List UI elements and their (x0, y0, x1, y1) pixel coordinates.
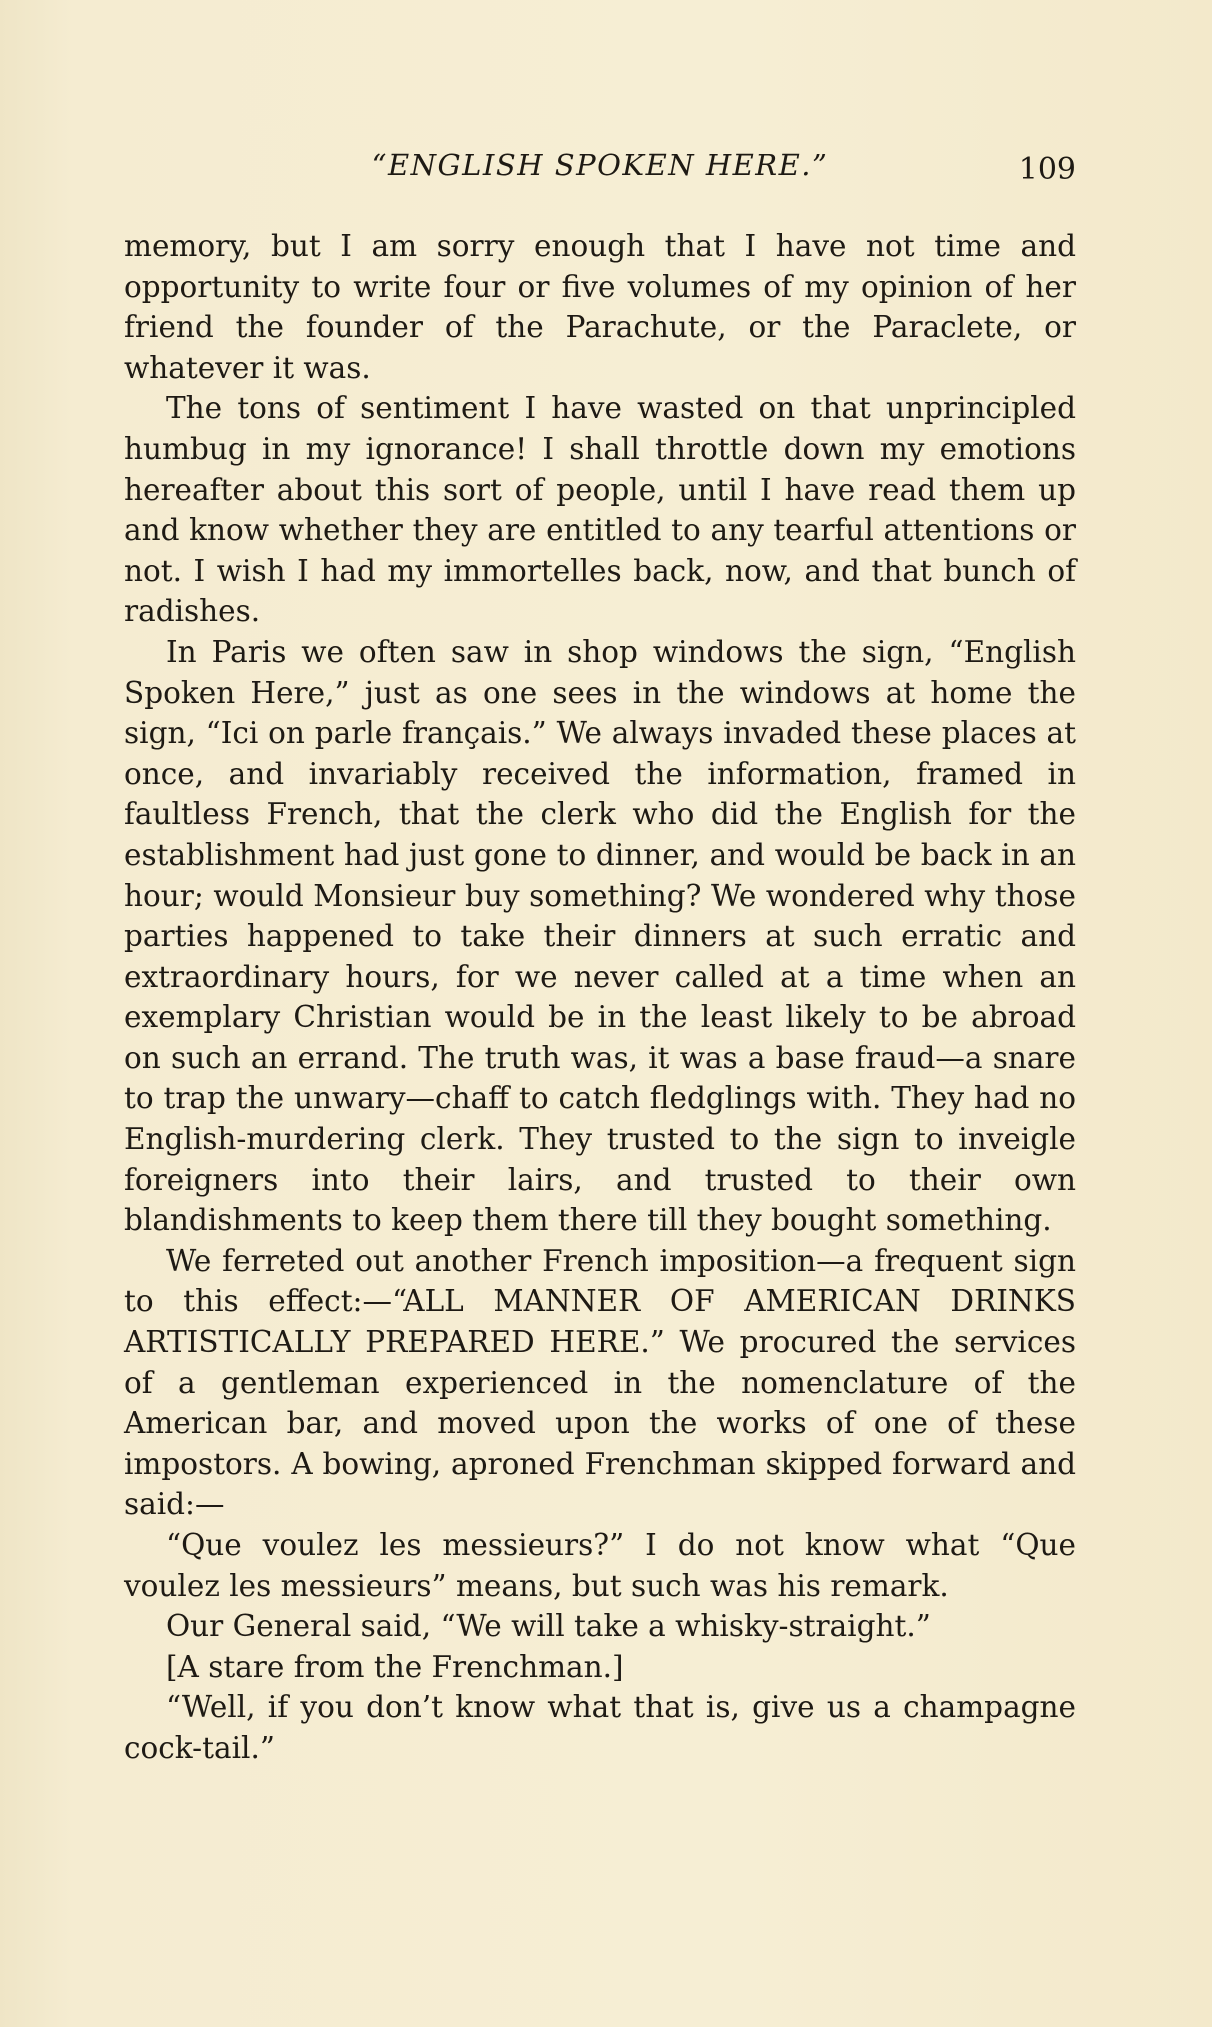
paragraph: The tons of sentiment I have wasted on that unprincipled humbug in my ignorance! I shall throttle down my emotions hereafter about this sort of people, until I have read them up and know whether they are entitled to any tearful attentions or not. I wish I had my immortelles back, now, and that bunch of radishes. (124, 391, 1076, 629)
paragraph: “Que voulez les messieurs?” I do not know what “Que voulez les messieurs” means, but such was his remark. (124, 1528, 1076, 1603)
page-header (124, 148, 1076, 198)
running-head: “ENGLISH SPOKEN HERE.” (371, 148, 829, 182)
paragraph: In Paris we often saw in shop windows the sign, “English Spoken Here,” just as one sees in the windows at home the sign, “Ici on parle français.” We always invaded these places at once, and invariably received the information, framed in faultless French, that the clerk who did the English for the establishment had just gone to dinner, and would be back in an hour; would Monsieur buy something? We wondered why those parties happened to take their dinners at such erratic and extraordinary hours, for we never called at a time when an exemplary Christian would be in the least likely to be abroad on such an errand. The truth was, it was a base fraud—a snare to trap the unwary—chaff to catch fledglings with. They had no English-murdering clerk. They trusted to the sign to inveigle foreigners into their lairs, and trusted to their own blandishments to keep them there till they bought something. (124, 634, 1076, 1238)
page-number: 109 (1018, 152, 1076, 187)
body-text (124, 226, 1076, 1769)
paragraph: We ferreted out another French imposition—a frequent sign to this effect:—“ALL MANNER OF AMERICAN DRINKS ARTISTICALLY PREPARED HERE.” We procured the services of a gentleman experienced in the nomenclature of the American bar, and moved upon the works of one of these impostors. A bowing, aproned Frenchman skipped forward and said:— (124, 1243, 1076, 1522)
paragraph: “Well, if you don’t know what that is, give us a champagne cock-tail.” (124, 1690, 1076, 1765)
paragraph: [A stare from the Frenchman.] (166, 1649, 624, 1684)
paragraph: Our General said, “We will take a whisky-straight.” (166, 1609, 931, 1644)
paragraph: memory, but I am sorry enough that I have not time and opportunity to write four or five volumes of my opinion of her friend the founder of the Parachute, or the Paraclete, or whatever it was. (124, 229, 1076, 385)
